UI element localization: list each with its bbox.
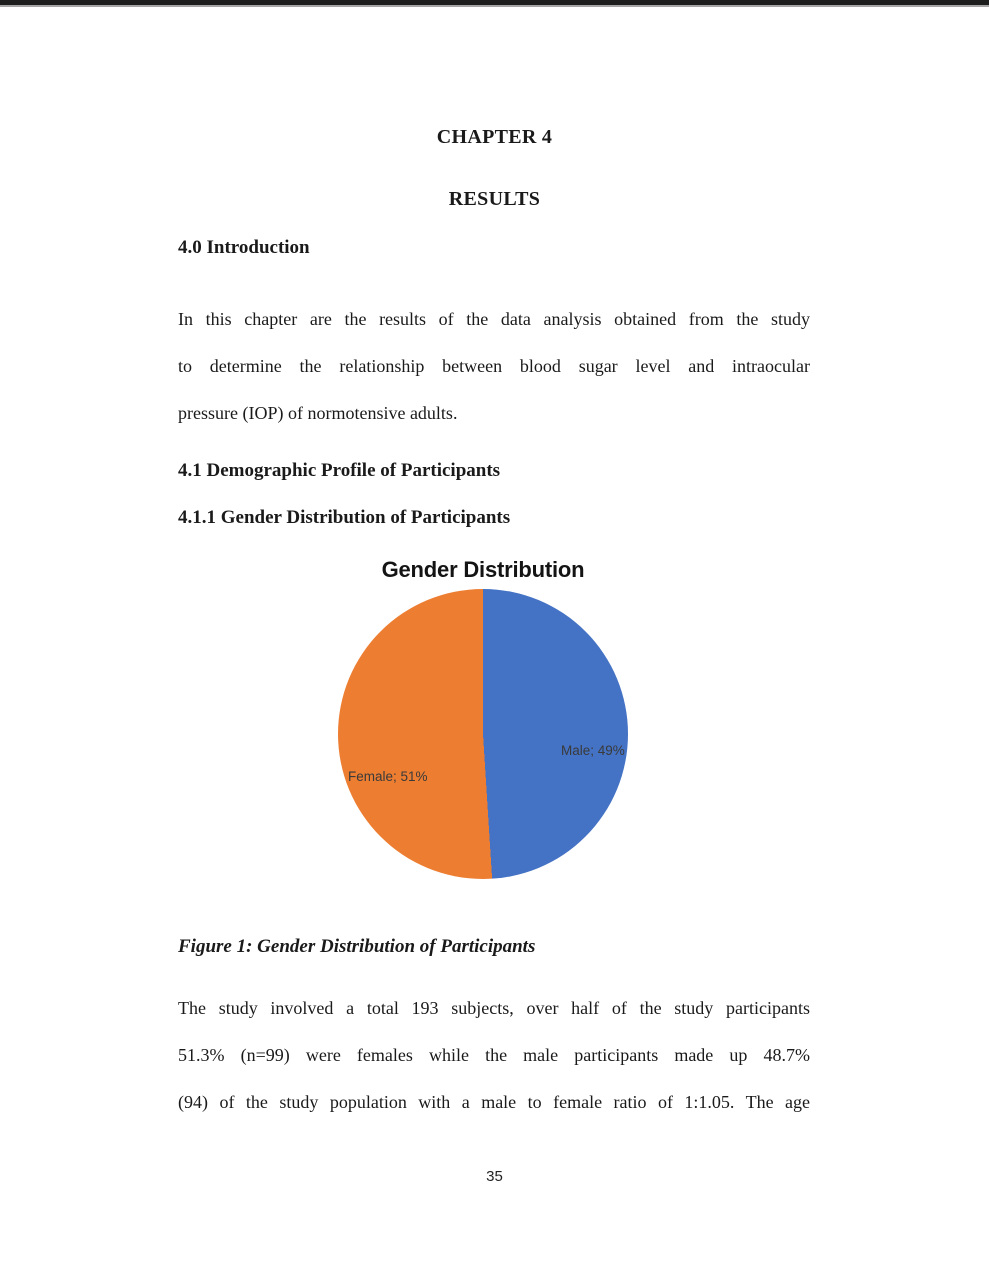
paragraph-line: (94) of the study population with a male to female ratio of 1:1.05. The age	[178, 1092, 810, 1112]
pie-label-male: Male; 49%	[561, 743, 625, 758]
paragraph-line: In this chapter are the results of the data analysis obtained from the study	[178, 309, 810, 329]
results-paragraph	[178, 985, 810, 1126]
heading-gender-distribution: 4.1.1 Gender Distribution of Participants	[178, 507, 511, 528]
gender-pie-chart-figure	[333, 557, 633, 887]
paragraph-line: pressure (IOP) of normotensive adults.	[178, 403, 458, 423]
heading-introduction: 4.0 Introduction	[178, 237, 310, 258]
intro-paragraph	[178, 296, 810, 437]
pie-chart	[338, 589, 628, 879]
paragraph-line: 51.3% (n=99) were females while the male participants made up 48.7%	[178, 1045, 810, 1065]
heading-demographic-profile: 4.1 Demographic Profile of Participants	[178, 460, 501, 481]
page-number: 35	[486, 1168, 503, 1185]
chart-title: Gender Distribution	[381, 557, 585, 582]
top-gray-rule	[0, 5, 989, 7]
pie-label-female: Female; 51%	[348, 769, 428, 784]
chapter-title: CHAPTER 4	[436, 126, 553, 148]
paragraph-line: to determine the relationship between blood sugar level and intraocular	[178, 356, 810, 376]
chapter-subtitle: RESULTS	[448, 188, 541, 210]
figure-caption: Figure 1: Gender Distribution of Participants	[178, 936, 536, 957]
paragraph-line: The study involved a total 193 subjects, over half of the study participants	[178, 998, 810, 1018]
